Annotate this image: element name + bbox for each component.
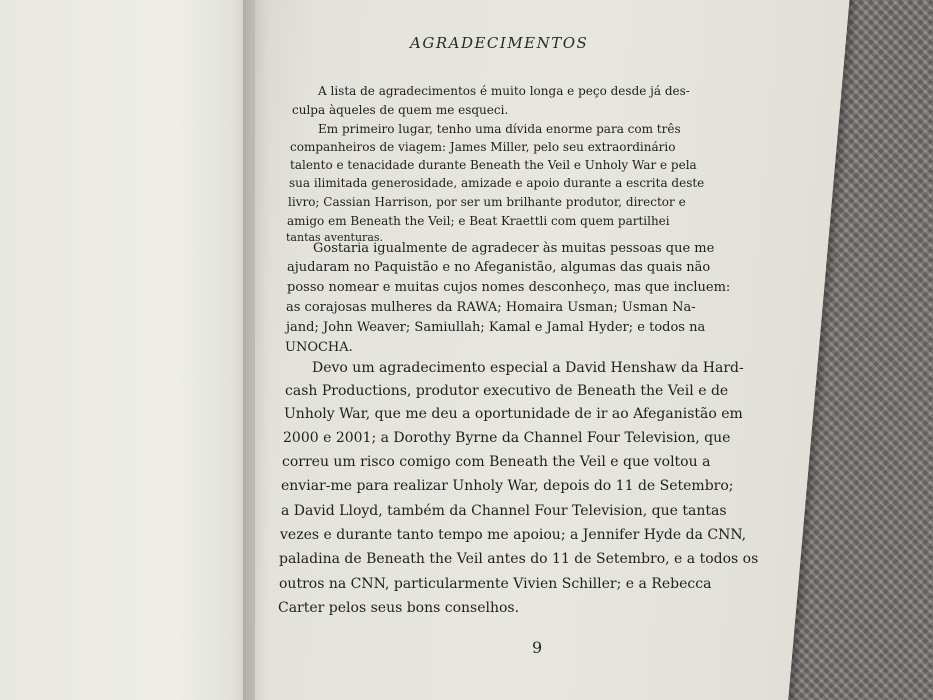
- text-line: livro; Cassian Harrison, por ser um brilhante produtor, director e: [288, 195, 686, 209]
- text-line: A lista de agradecimentos é muito longa e peço desde já des-: [318, 84, 690, 98]
- text-line: enviar-me para realizar Unholy War, depois do 11 de Setembro;: [281, 478, 734, 494]
- text-line: UNOCHA.: [285, 340, 353, 355]
- text-line: posso nomear e muitas cujos nomes desconheço, mas que incluem:: [287, 280, 731, 295]
- text-line: Gostaria igualmente de agradecer às muitas pessoas que me: [313, 241, 715, 256]
- text-line: jand; John Weaver; Samiullah; Kamal e Jamal Hyder; e todos na: [286, 320, 706, 335]
- page-number: 9: [532, 638, 543, 657]
- text-line: paladina de Beneath the Veil antes do 11 de Setembro, e a todos os: [279, 551, 759, 567]
- text-line: sua ilimitada generosidade, amizade e apoio durante a escrita deste: [289, 176, 705, 190]
- text-line: as corajosas mulheres da RAWA; Homaira Usman; Usman Na-: [286, 300, 696, 315]
- text-line: talento e tenacidade durante Beneath the Veil e Unholy War e pela: [290, 158, 697, 172]
- text-line: cash Productions, produtor executivo de Beneath the Veil e de: [285, 383, 729, 399]
- text-line: Em primeiro lugar, tenho uma dívida enorme para com três: [318, 122, 681, 136]
- text-line: correu um risco comigo com Beneath the Veil e que voltou a: [282, 454, 711, 470]
- text-line: Carter pelos seus bons conselhos.: [278, 600, 520, 616]
- text-line: Unholy War, que me deu a oportunidade de ir ao Afeganistão em: [284, 406, 743, 422]
- text-line: ajudaram no Paquistão e no Afeganistão, algumas das quais não: [287, 260, 711, 275]
- text-line: tantas aventuras.: [286, 231, 384, 244]
- text-line: Devo um agradecimento especial a David Henshaw da Hard-: [312, 360, 744, 376]
- text-line: 2000 e 2001; a Dorothy Byrne da Channel Four Television, que: [283, 430, 731, 446]
- text-line: a David Lloyd, também da Channel Four Television, que tantas: [281, 503, 727, 519]
- text-line: outros na CNN, particularmente Vivien Schiller; e a Rebecca: [279, 576, 712, 592]
- text-line: culpa àqueles de quem me esqueci.: [292, 103, 509, 117]
- text-line: amigo em Beneath the Veil; e Beat Kraettli com quem partilhei: [287, 214, 670, 228]
- page-heading: AGRADECIMENTOS: [410, 34, 589, 52]
- text-line: companheiros de viagem: James Miller, pelo seu extraordinário: [290, 140, 676, 154]
- text-line: vezes e durante tanto tempo me apoiou; a Jennifer Hyde da CNN,: [280, 527, 747, 543]
